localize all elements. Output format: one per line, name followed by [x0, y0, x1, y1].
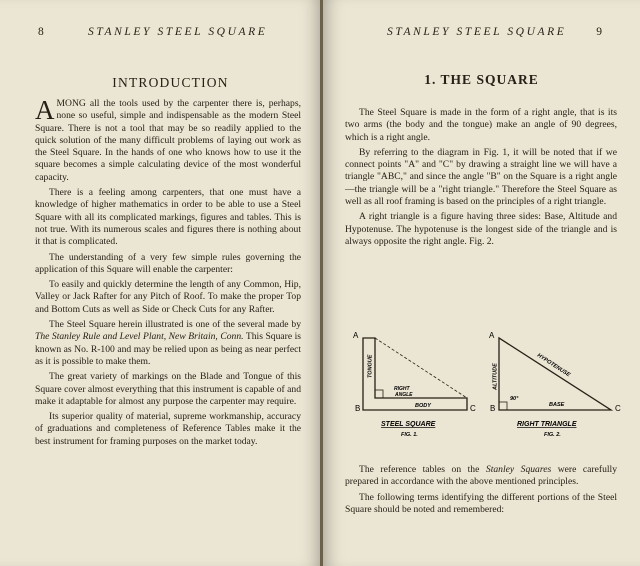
- fig1-angle-label: ANGLE: [395, 392, 413, 398]
- right-page: [323, 0, 640, 566]
- fig1-square-outline: [363, 338, 467, 410]
- square-paragraph-4: [345, 464, 617, 489]
- figure-2-right-triangle: [489, 331, 621, 438]
- intro-paragraph-3: The understanding of a very few simple rules governing the application of this Square will enable the carpenter:: [35, 251, 301, 275]
- square-paragraph-3: A right triangle is a figure having three sides: Base, Altitude and Hypotenuse. The hypotenuse is the longest side of the triangle and is always opposite the right angle. Fig. 2.: [345, 211, 617, 247]
- fig1-dashed-ac-line: [375, 338, 467, 398]
- intro-paragraph-6: The great variety of markings on the Blade and Tongue of this Square cover almost everything that this instrument is capable of and make it adaptable for almost any purpose the carpenter may require.: [35, 371, 301, 407]
- fig1-tongue-label: TONGUE: [367, 354, 374, 378]
- fig1-point-a: A: [353, 331, 359, 340]
- fig1-right-label: RIGHT: [394, 386, 410, 392]
- fig1-point-c: C: [470, 404, 476, 413]
- square-paragraph-1: The Steel Square is made in the form of a right angle, that is its two arms (the body and the tongue) make an angle of 90 degrees, which is a right angle.: [345, 107, 617, 143]
- fig1-body-label: BODY: [415, 403, 431, 409]
- intro-paragraph-7: Its superior quality of material, supreme workmanship, accuracy of graduations and completeness of Reference Tables make it the best instrument for framing purposes on the market today.: [35, 411, 301, 447]
- page-number-right: 9: [596, 26, 602, 38]
- intro-paragraph-5-italic: The Stanley Rule and Level Plant, New Britain, Conn.: [35, 331, 244, 343]
- square-paragraph-2: By referring to the diagram in Fig. 1, it will be noted that if we connect points "A" and "C" by drawing a straight line we will have a triangle "ABC," and since the angle "B" on the Square is a right angle—the triangle will be a "right triangle." Therefore the Steel Square as well as all roof framing is based on the principles of a right triangle.: [345, 146, 617, 208]
- fig2-base-label: BASE: [549, 402, 565, 408]
- introduction-heading: INTRODUCTION: [112, 75, 229, 90]
- fig1-number: FIG. 1.: [401, 432, 418, 438]
- square-body: [345, 107, 617, 251]
- fig2-caption: RIGHT TRIANGLE: [517, 421, 577, 428]
- intro-paragraph-2: There is a feeling among carpenters, that one must have a knowledge of higher mathematics in order to be able to use a Steel Square with all its complicated markings, figures and tables. This is not true. With its numerous scales and figures there is nothing about it that is complicated.: [35, 187, 301, 248]
- fig2-point-c: C: [615, 404, 621, 413]
- fig1-point-b: B: [355, 404, 361, 413]
- fig2-number: FIG. 2.: [544, 432, 561, 438]
- running-head-title-right: STANLEY STEEL SQUARE: [387, 26, 567, 38]
- fig2-point-b: B: [490, 404, 496, 413]
- square-paragraph-4-a: The reference tables on the: [359, 464, 486, 475]
- fig1-caption: STEEL SQUARE: [381, 421, 436, 428]
- square-paragraph-5: The following terms identifying the different portions of the Steel Square should be noted and remembered:: [345, 491, 617, 515]
- fig2-altitude-label: ALTITUDE: [492, 363, 499, 390]
- fig1-right-angle-mark: [375, 390, 383, 398]
- intro-paragraph-5-b: This Square is known as No. R-100 and may be relied upon as being as near perfect as it is possible to make them.: [35, 331, 302, 367]
- fig2-hypotenuse-label: HYPOTENUSE: [535, 352, 571, 379]
- intro-paragraph-5: [35, 319, 301, 368]
- introduction-body: [35, 95, 302, 451]
- the-square-heading: 1. THE SQUARE: [424, 72, 539, 87]
- page-number-left: 8: [38, 26, 44, 38]
- fig2-point-a: A: [489, 331, 495, 340]
- running-head-title-left: STANLEY STEEL SQUARE: [88, 26, 268, 38]
- figure-1-steel-square: [353, 331, 476, 438]
- square-paragraph-4-italic: Stanley Squares: [485, 464, 552, 475]
- intro-paragraph-5-a: The Steel Square herein illustrated is one of the several made by: [49, 319, 301, 331]
- intro-paragraph-1-text: MONG all the tools used by the carpenter there is, perhaps, none so useful, simple and indispensable as the modern Steel Square. There is not a tool that may be so readily applied to the quick solution of the many difficult problems of laying out work as the Steel Square. In the hands of one who knows how to use it the square becomes a simple calculating device of the most wonderful capacity.: [35, 98, 301, 183]
- fig2-angle-label: 90°: [510, 396, 519, 402]
- intro-paragraph-1: [35, 95, 301, 184]
- fig2-right-angle-mark: [499, 402, 507, 410]
- figures-diagram: [353, 330, 623, 450]
- intro-paragraph-4: To easily and quickly determine the length of any Common, Hip, Valley or Jack Rafter for any Pitch of Roof. To make the proper Top and Bottom Cuts as well as Side or Check Cuts for any Rafter.: [35, 279, 301, 315]
- square-body-continued: [345, 464, 617, 519]
- square-paragraph-4-b: were carefully prepared in accordance with the above mentioned principles.: [345, 464, 617, 488]
- drop-cap: A: [35, 95, 55, 125]
